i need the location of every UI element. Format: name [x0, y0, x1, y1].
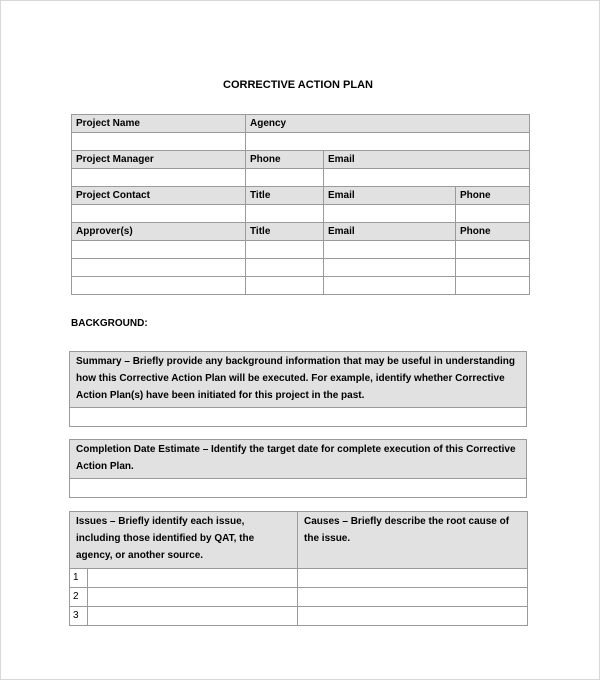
- document-title: CORRECTIVE ACTION PLAN: [223, 79, 373, 91]
- approver-email-field[interactable]: [324, 241, 456, 259]
- approver-header-row: [72, 223, 530, 241]
- agency-field[interactable]: [246, 133, 530, 151]
- completion-date-field[interactable]: [70, 479, 527, 498]
- issues-header: Issues – Briefly identify each issue, including those identified by QAT, the agency, or another source.: [70, 512, 298, 569]
- approver-email-field[interactable]: [324, 259, 456, 277]
- cause-field[interactable]: [298, 607, 528, 626]
- project-contact-entry-row: [72, 205, 530, 223]
- issue-row-number: 1: [70, 569, 88, 588]
- contact-phone-field[interactable]: [456, 205, 530, 223]
- contact-email-field[interactable]: [324, 205, 456, 223]
- cause-field[interactable]: [298, 588, 528, 607]
- contact-email-label: Email: [324, 187, 456, 205]
- contact-title-label: Title: [246, 187, 324, 205]
- issue-row: [70, 569, 528, 588]
- project-name-label: Project Name: [72, 115, 246, 133]
- completion-date-instructions: Completion Date Estimate – Identify the target date for complete execution of this Corrective Action Plan.: [70, 440, 527, 479]
- summary-instructions: Summary – Briefly provide any background information that may be useful in understanding how this Corrective Action Plan will be executed. For example, identify whether Corrective Action Plan(s) have been initiated for this project in the past.: [70, 352, 527, 408]
- manager-phone-label: Phone: [246, 151, 324, 169]
- issue-row-number: 2: [70, 588, 88, 607]
- project-contact-header-row: [72, 187, 530, 205]
- approver-phone-field[interactable]: [456, 259, 530, 277]
- causes-header: Causes – Briefly describe the root cause of the issue.: [298, 512, 528, 569]
- approver-field[interactable]: [72, 259, 246, 277]
- project-manager-field[interactable]: [72, 169, 246, 187]
- summary-field[interactable]: [70, 408, 527, 427]
- project-name-entry-row: [72, 133, 530, 151]
- background-heading: BACKGROUND:: [71, 318, 148, 329]
- project-name-header-row: [72, 115, 530, 133]
- approver-title-field[interactable]: [246, 277, 324, 295]
- project-manager-label: Project Manager: [72, 151, 246, 169]
- project-contact-label: Project Contact: [72, 187, 246, 205]
- contact-title-field[interactable]: [246, 205, 324, 223]
- approver-title-label: Title: [246, 223, 324, 241]
- completion-date-box: [69, 439, 527, 498]
- manager-phone-field[interactable]: [246, 169, 324, 187]
- issue-field[interactable]: [88, 569, 298, 588]
- project-info-table: [71, 114, 530, 295]
- approver-entry-row: [72, 277, 530, 295]
- approver-phone-field[interactable]: [456, 277, 530, 295]
- issues-causes-table: [69, 511, 528, 626]
- approver-entry-row: [72, 241, 530, 259]
- summary-box: [69, 351, 527, 427]
- approver-title-field[interactable]: [246, 241, 324, 259]
- approver-email-field[interactable]: [324, 277, 456, 295]
- project-manager-entry-row: [72, 169, 530, 187]
- issue-field[interactable]: [88, 607, 298, 626]
- contact-phone-label: Phone: [456, 187, 530, 205]
- approver-field[interactable]: [72, 277, 246, 295]
- approver-field[interactable]: [72, 241, 246, 259]
- issue-row: [70, 607, 528, 626]
- project-name-field[interactable]: [72, 133, 246, 151]
- agency-label: Agency: [246, 115, 530, 133]
- approver-phone-field[interactable]: [456, 241, 530, 259]
- approver-email-label: Email: [324, 223, 456, 241]
- approver-title-field[interactable]: [246, 259, 324, 277]
- project-contact-field[interactable]: [72, 205, 246, 223]
- manager-email-label: Email: [324, 151, 530, 169]
- project-manager-header-row: [72, 151, 530, 169]
- issue-field[interactable]: [88, 588, 298, 607]
- manager-email-field[interactable]: [324, 169, 530, 187]
- issue-row: [70, 588, 528, 607]
- issue-row-number: 3: [70, 607, 88, 626]
- approver-phone-label: Phone: [456, 223, 530, 241]
- approver-label: Approver(s): [72, 223, 246, 241]
- approver-entry-row: [72, 259, 530, 277]
- cause-field[interactable]: [298, 569, 528, 588]
